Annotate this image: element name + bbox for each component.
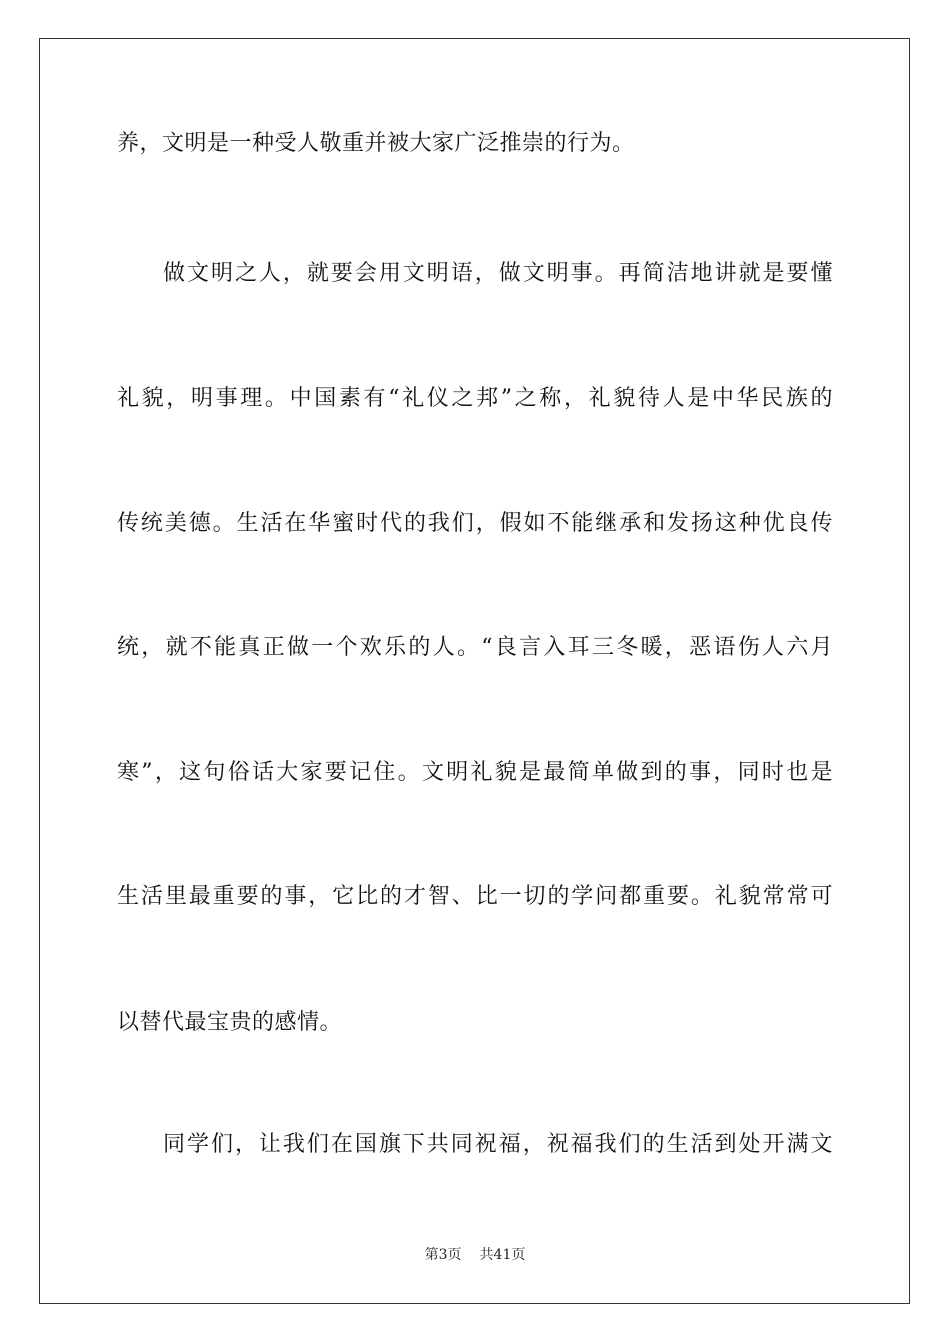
text-line-4: 传统美德。生活在华蜜时代的我们，假如不能继承和发扬这种优良传: [117, 511, 833, 536]
text-line-1: 养，文明是一种受人敬重并被大家广泛推崇的行为。: [117, 131, 635, 156]
page-footer: [0, 1245, 950, 1265]
page-frame: [39, 38, 910, 1304]
text-line-8: 以替代最宝贵的感情。: [117, 1010, 343, 1035]
text-line-2: 做文明之人，就要会用文明语，做文明事。再简洁地讲就是要懂: [163, 261, 833, 286]
text-line-9: 同学们，让我们在国旗下共同祝福，祝福我们的生活到处开满文: [163, 1132, 833, 1157]
text-line-6: 寒”，这句俗话大家要记住。文明礼貌是最简单做到的事，同时也是: [117, 760, 833, 785]
text-line-7: 生活里最重要的事，它比的才智、比一切的学问都重要。礼貌常常可: [117, 884, 833, 909]
text-line-5: 统，就不能真正做一个欢乐的人。“良言入耳三冬暖，恶语伤人六月: [117, 635, 833, 660]
page-number-current: 第3页: [424, 1247, 462, 1263]
page-number-total: 共41页: [479, 1247, 526, 1263]
text-line-3: 礼貌，明事理。中国素有“礼仪之邦”之称，礼貌待人是中华民族的: [117, 386, 833, 411]
